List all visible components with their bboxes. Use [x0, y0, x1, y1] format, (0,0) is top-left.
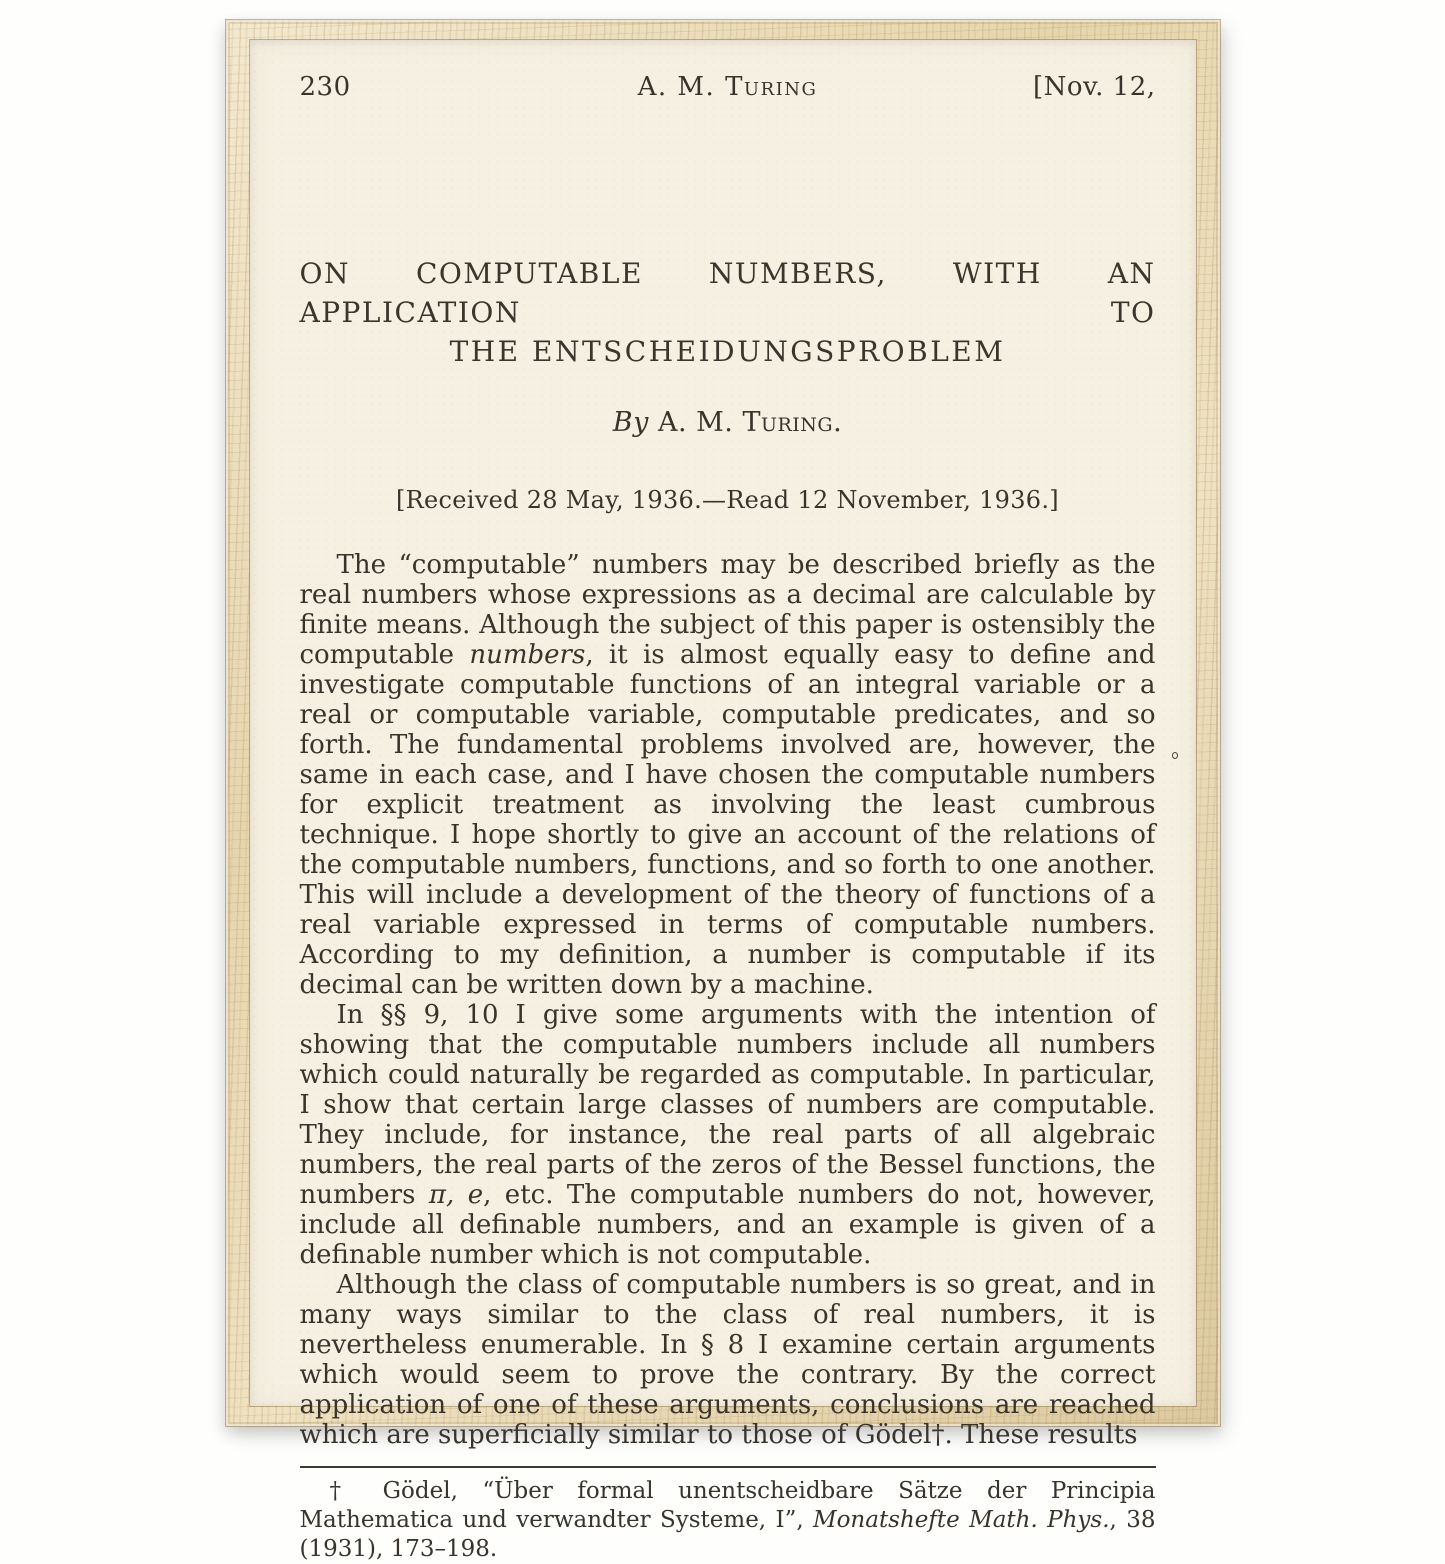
- running-author: A. M. Turing: [637, 71, 818, 102]
- paragraph-1: The “computable” numbers may be described briefly as the real numbers whose expressions as a decimal are calculable by finite means. Although the subject of this paper is ostensibly the computable numbers, it is almost equally easy to define and investigate computable functions of an integral variable or a real or computable variable, computable predicates, and so forth. The fundamental problems involved are, however, the same in each case, and I have chosen the computable numbers for explicit treatment as involving the least cumbrous technique. I hope shortly to give an account of the relations of the computable numbers, functions, and so forth to one another. This will include a development of the theory of functions of a real variable expressed in terms of computable numbers. According to my definition, a number is computable if its decimal can be written down by a machine.: [299, 549, 1156, 1000]
- ink-speck: [1172, 752, 1178, 759]
- paragraph-2: In §§ 9, 10 I give some arguments with the intention of showing that the computable numbers include all numbers which could naturally be regarded as computable. In particular, I show that certain large classes of numbers are computable. They include, for instance, the real parts of all algebraic numbers, the real parts of the zeros of the Bessel functions, the numbers π, e, etc. The computable numbers do not, however, include all definable numbers, and an example is given of a definable number which is not computable.: [299, 999, 1156, 1270]
- paper-title: [300, 254, 1156, 371]
- footnote-rule: [300, 1466, 1156, 1468]
- title-line-2: THE ENTSCHEIDUNGSPROBLEM: [449, 334, 1006, 368]
- wooden-frame: [226, 20, 1220, 1562]
- page-number: 230: [299, 71, 351, 102]
- paper-page: [250, 40, 1196, 1562]
- page-header: [300, 72, 1156, 102]
- byline: By A. M. Turing.: [612, 406, 843, 438]
- footnote: † Gödel, “Über formal unentscheidbare Sätze der Principia Mathematica und verwandter Systeme, I”, Monatshefte Math. Phys., 38 (1931), 173–198.: [299, 1477, 1156, 1562]
- body-text: [300, 550, 1156, 1450]
- title-line-1: ON COMPUTABLE NUMBERS, WITH AN APPLICATION TO: [299, 256, 1156, 329]
- received-note: [Received 28 May, 1936.—Read 12 November, 1936.]: [396, 485, 1059, 514]
- date-note: [Nov. 12,: [1032, 71, 1156, 102]
- paragraph-3: Although the class of computable numbers is so great, and in many ways similar to the class of real numbers, it is nevertheless enumerable. In § 8 I examine certain arguments which would seem to prove the contrary. By the correct application of one of these arguments, conclusions are reached which are superficially similar to those of Gödel†. These results: [299, 1269, 1156, 1450]
